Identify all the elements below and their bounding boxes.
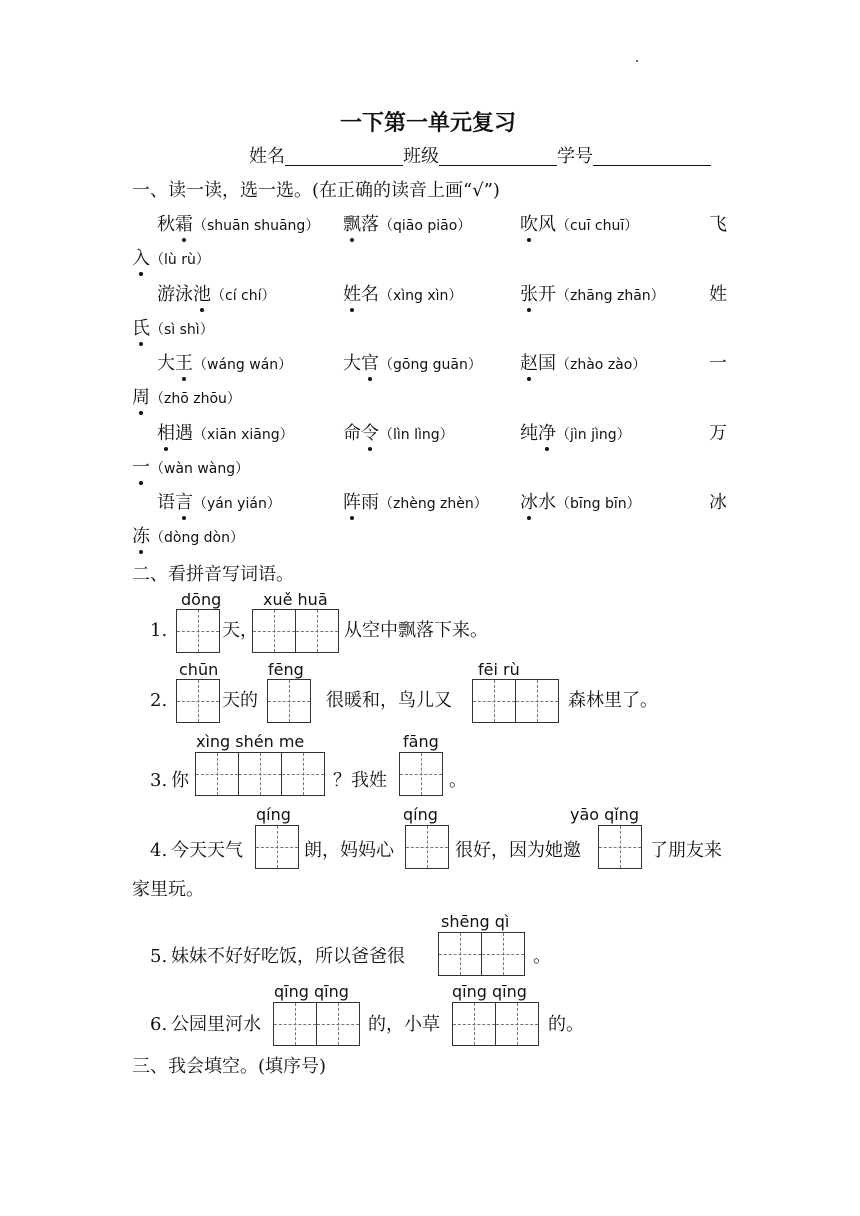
number-blank[interactable] xyxy=(593,145,711,166)
pinyin: chūn xyxy=(179,660,219,679)
question-number: 6. xyxy=(150,1014,168,1035)
word-text: 秋 xyxy=(157,214,175,235)
reading-item xyxy=(157,491,281,516)
name-blank[interactable] xyxy=(285,145,403,166)
word-text: 名 xyxy=(361,283,379,305)
sentence-text: 从空中飘落下来。 xyxy=(344,620,488,641)
pinyin: fāng xyxy=(403,732,439,751)
word-text: 游泳 xyxy=(157,283,193,305)
reading-item xyxy=(343,422,454,447)
reading-item-start: 万 xyxy=(709,422,727,444)
pinyin: fēi rù xyxy=(478,660,520,679)
sentence-text: 天的 xyxy=(222,690,258,711)
dotted-char: 飘 xyxy=(343,214,361,235)
reading-item-wrap xyxy=(132,456,249,481)
sentence-text: 。 xyxy=(449,770,467,791)
pinyin-options[interactable]: （lù rù） xyxy=(150,252,210,268)
pinyin-options[interactable]: （zhāng zhān） xyxy=(556,287,665,304)
sentence-text: 了朋友来 xyxy=(650,840,722,861)
pinyin: xuě huā xyxy=(263,590,328,609)
reading-item xyxy=(520,283,665,308)
dotted-char: 姓 xyxy=(343,283,361,305)
writing-boxes[interactable] xyxy=(195,752,325,796)
pinyin-options[interactable]: （zhō zhōu） xyxy=(150,391,241,407)
writing-boxes[interactable] xyxy=(273,1002,360,1046)
dotted-char: 吹 xyxy=(520,214,538,235)
writing-boxes[interactable] xyxy=(267,679,311,723)
reading-item xyxy=(520,491,641,516)
reading-item-start: 姓 xyxy=(709,283,727,305)
sentence-text: 森林里了。 xyxy=(568,690,658,711)
sentence-text: 的，小草 xyxy=(368,1014,440,1035)
pinyin: qīng qīng xyxy=(274,982,349,1001)
writing-boxes[interactable] xyxy=(472,679,559,723)
writing-boxes[interactable] xyxy=(405,825,449,869)
pinyin-options[interactable]: （gōng guān） xyxy=(379,357,482,373)
dotted-char: 冰 xyxy=(520,492,538,513)
question-number: 4. xyxy=(150,840,168,861)
word-text: 雨 xyxy=(361,492,379,513)
word-text: 开 xyxy=(538,283,556,305)
dotted-char: 官 xyxy=(361,353,379,374)
pinyin: fēng xyxy=(268,660,304,679)
writing-boxes[interactable] xyxy=(438,932,525,976)
pinyin-options[interactable]: （xiān xiāng） xyxy=(193,426,294,443)
pinyin-options[interactable]: （shuān shuāng） xyxy=(193,218,320,234)
section-1-heading: 一、读一读，选一选。(在正确的读音上画“√”) xyxy=(132,180,500,201)
pinyin-options[interactable]: （yán yián） xyxy=(193,496,281,512)
dotted-char: 阵 xyxy=(343,492,361,513)
word-text: 落 xyxy=(361,214,379,235)
name-label: 姓名 xyxy=(249,146,285,167)
sentence-text: 今天天气 xyxy=(171,840,243,861)
word-text: 风 xyxy=(538,214,556,235)
writing-boxes[interactable] xyxy=(255,825,299,869)
pinyin-options[interactable]: （bīng bīn） xyxy=(556,496,641,512)
sentence-text: 很好，因为她邀 xyxy=(455,840,581,861)
pinyin: qīng qīng xyxy=(452,982,527,1001)
pinyin-options[interactable]: （qiāo piāo） xyxy=(379,218,472,234)
pinyin-options[interactable]: （xìng xìn） xyxy=(379,287,463,304)
reading-item-wrap xyxy=(132,525,244,550)
sentence-text: 。 xyxy=(533,946,551,967)
pinyin-options[interactable]: （wàn wàng） xyxy=(150,460,250,477)
word-text: 命 xyxy=(343,422,361,444)
reading-item-start: 冰 xyxy=(709,492,727,513)
dotted-char: 霜 xyxy=(175,214,193,235)
word-text: 遇 xyxy=(175,422,193,444)
student-info xyxy=(249,145,711,169)
dotted-char: 入 xyxy=(132,248,150,269)
dotted-char: 池 xyxy=(193,283,211,305)
reading-item xyxy=(157,213,319,238)
reading-item xyxy=(343,213,471,238)
writing-boxes[interactable] xyxy=(176,679,220,723)
word-text: 水 xyxy=(538,492,556,513)
word-text: 纯 xyxy=(520,422,538,444)
reading-item xyxy=(343,283,462,308)
sentence-text: ？我姓 xyxy=(333,770,387,791)
reading-item xyxy=(157,422,294,447)
pinyin: qíng xyxy=(403,805,438,824)
dotted-char: 相 xyxy=(157,422,175,444)
sentence-text: 你 xyxy=(171,770,189,791)
number-label: 学号 xyxy=(557,146,593,167)
reading-item-start: 飞 xyxy=(709,214,727,235)
reading-item xyxy=(520,213,638,238)
sentence-text: 很暖和，鸟儿又 xyxy=(326,690,452,711)
pinyin-options[interactable]: （lìn lìng） xyxy=(379,426,454,443)
pinyin-options[interactable]: （jìn jìng） xyxy=(556,426,631,443)
reading-item xyxy=(343,352,482,377)
reading-item xyxy=(520,352,646,377)
word-text: 大 xyxy=(343,353,361,374)
reading-item xyxy=(343,491,488,516)
sentence-text: 家里玩。 xyxy=(132,879,204,900)
writing-boxes[interactable] xyxy=(399,752,443,796)
scan-dot xyxy=(636,60,638,62)
section-3-heading: 三、我会填空。(填序号) xyxy=(132,1056,327,1077)
sentence-text: 天， xyxy=(222,620,258,641)
page-title: 一下第一单元复习 xyxy=(340,110,517,136)
writing-boxes[interactable] xyxy=(598,825,642,869)
sentence-text: 妹妹不好好吃饭，所以爸爸很 xyxy=(171,946,405,967)
reading-item-wrap xyxy=(132,386,241,411)
pinyin-options[interactable]: （sì shì） xyxy=(150,321,214,338)
question-number: 2. xyxy=(150,690,168,711)
dotted-char: 令 xyxy=(361,422,379,444)
pinyin: xìng shén me xyxy=(196,732,305,751)
word-text: 国 xyxy=(538,353,556,374)
reading-item-wrap xyxy=(132,247,210,272)
reading-item xyxy=(157,283,276,308)
dotted-char: 言 xyxy=(175,492,193,513)
pinyin-options[interactable]: （cuī chuī） xyxy=(556,218,639,234)
dotted-char: 一 xyxy=(132,456,150,478)
reading-item xyxy=(520,422,631,447)
section-2-heading: 二、看拼音写词语。 xyxy=(132,564,294,585)
dotted-char: 冻 xyxy=(132,526,150,547)
pinyin-options[interactable]: （zhèng zhèn） xyxy=(379,496,488,512)
word-text: 语 xyxy=(157,492,175,513)
class-label: 班级 xyxy=(403,146,439,167)
pinyin-options[interactable]: （dòng dòn） xyxy=(150,530,244,546)
writing-boxes[interactable] xyxy=(452,1002,539,1046)
dotted-char: 赵 xyxy=(520,353,538,374)
dotted-char: 氏 xyxy=(132,317,150,339)
pinyin-options[interactable]: （zhào zào） xyxy=(556,357,647,373)
pinyin: yāo qǐng xyxy=(570,805,640,824)
question-number: 5. xyxy=(150,946,168,967)
pinyin: qíng xyxy=(256,805,291,824)
reading-item-start: 一 xyxy=(709,353,727,374)
dotted-char: 净 xyxy=(538,422,556,444)
sentence-text: 的。 xyxy=(548,1014,584,1035)
pinyin-options[interactable]: （wáng wán） xyxy=(193,357,293,373)
question-number: 3. xyxy=(150,770,168,791)
question-number: 1. xyxy=(150,620,168,641)
writing-boxes[interactable] xyxy=(176,609,220,653)
pinyin-options[interactable]: （cí chí） xyxy=(211,287,276,304)
pinyin: shēng qì xyxy=(441,912,510,931)
reading-item xyxy=(157,352,292,377)
dotted-char: 王 xyxy=(175,353,193,374)
word-text: 大 xyxy=(157,353,175,374)
class-blank[interactable] xyxy=(439,145,557,166)
pinyin: dōng xyxy=(181,590,222,609)
sentence-text: 朗，妈妈心 xyxy=(304,840,394,861)
sentence-text: 公园里河水 xyxy=(171,1014,261,1035)
dotted-char: 周 xyxy=(132,387,150,408)
dotted-char: 张 xyxy=(520,283,538,305)
reading-item-wrap xyxy=(132,317,214,342)
writing-boxes[interactable] xyxy=(252,609,339,653)
